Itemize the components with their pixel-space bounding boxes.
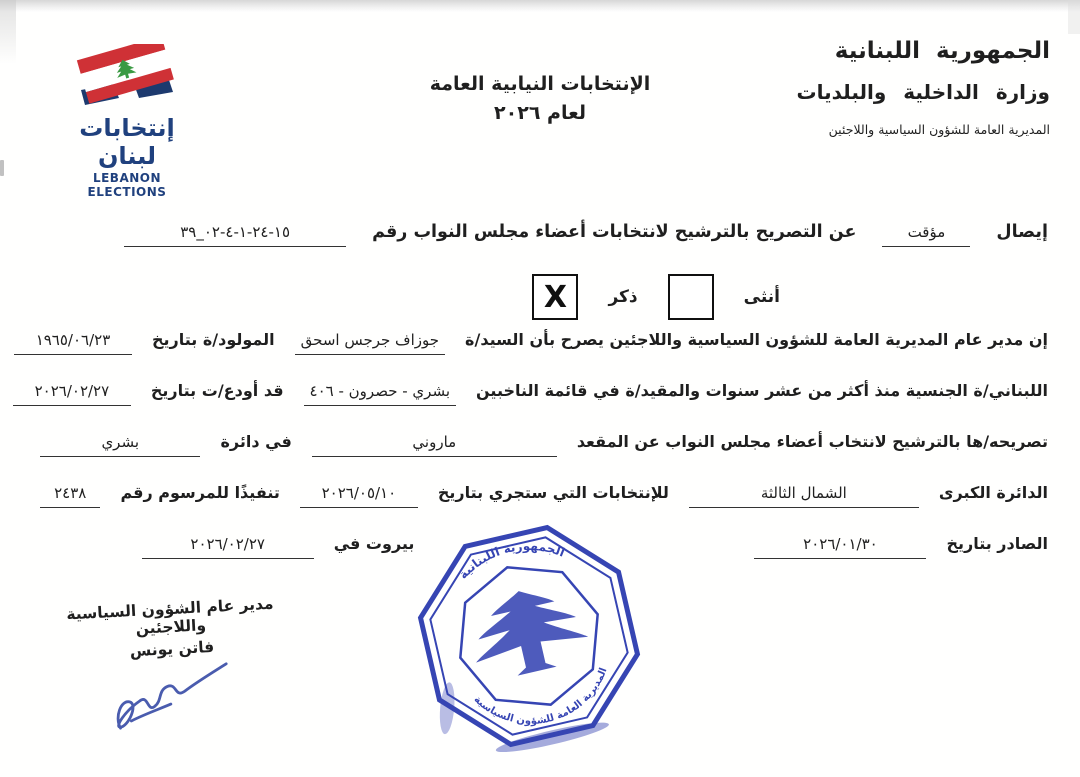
female-label: أنثى <box>743 287 780 307</box>
deposit-date-label: قد أودع/ت بتاريخ <box>150 381 284 400</box>
declaration-intro-label: إن مدير عام المديرية العامة للشؤون السياسية واللاجئين يصرح بأن السيد/ة <box>465 330 1048 349</box>
issued-date-label: الصادر بتاريخ <box>946 534 1048 553</box>
stamp-bottom-text: المديرية العامة للشؤون السياسية <box>471 666 610 727</box>
receipt-label: إيصال <box>996 222 1048 242</box>
stamp-top-text: الجمهورية اللبنانية <box>455 538 567 582</box>
lebanon-elections-logo <box>52 44 202 199</box>
checkbox-x-mark: X <box>543 279 568 315</box>
republic-title: الجمهورية اللبنانية <box>834 38 1050 64</box>
ministry-header <box>797 38 1051 137</box>
official-octagon-stamp-icon <box>398 510 660 762</box>
candidacy-row <box>40 432 1048 457</box>
gender-selection <box>532 274 780 320</box>
scan-corner-artifact <box>1068 0 1080 34</box>
election-date-label: للإنتخابات التي ستجري بتاريخ <box>437 483 669 502</box>
male-checkbox-checked <box>532 274 578 320</box>
major-district-label: الدائرة الكبرى <box>938 483 1048 502</box>
scan-corner-artifact <box>0 0 16 64</box>
district-value: بشري <box>40 433 200 457</box>
nationality-label: اللبناني/ة الجنسية منذ أكثر من عشر سنوات والمقيد/ة في قائمة الناخبين <box>476 381 1048 400</box>
candidate-name-value: جوزاف جرجس اسحق <box>295 331 445 355</box>
female-checkbox <box>668 274 714 320</box>
ballot-box-flag-icon <box>75 44 179 108</box>
male-label: ذكر <box>608 287 638 307</box>
scan-mark-artifact <box>0 160 4 176</box>
voter-registry-value: بشري - حصرون - ٤٠٦ <box>304 382 456 406</box>
nationality-row <box>34 381 1048 406</box>
election-title-line2: لعام ٢٠٢٦ <box>494 102 586 125</box>
major-district-row <box>40 483 1048 508</box>
election-title-line1: الإنتخابات النيابية العامة <box>429 73 651 95</box>
place-date-value: ٢٠٢٦/٠٢/٢٧ <box>142 535 314 559</box>
receipt-type-value: مؤقت <box>882 223 970 247</box>
place-label: بيروت في <box>333 534 415 553</box>
receipt-number-value: ١٥-٢٤-١-٤-٠٢_٣٩ <box>124 223 346 247</box>
election-title <box>400 70 680 129</box>
decree-label: تنفيذًا للمرسوم رقم <box>120 483 280 502</box>
major-district-value: الشمال الثالثة <box>689 484 919 508</box>
birth-date-value: ١٩٦٥/٠٦/٢٣ <box>14 331 132 355</box>
receipt-subject-label: عن التصريح بالترشيح لانتخابات أعضاء مجلس النواب رقم <box>372 222 857 242</box>
signature-block <box>35 593 312 743</box>
directorate-title: المديرية العامة للشؤون السياسية واللاجئين <box>828 122 1050 137</box>
district-label: في دائرة <box>220 432 292 451</box>
election-date-value: ٢٠٢٦/٠٥/١٠ <box>300 484 418 508</box>
birth-date-label: المولود/ة بتاريخ <box>151 330 275 349</box>
decree-number-value: ٢٤٣٨ <box>40 484 100 508</box>
signatory-name: فاتن يونس <box>129 637 215 661</box>
issued-date-value: ٢٠٢٦/٠١/٣٠ <box>754 535 926 559</box>
handwritten-signature-icon <box>88 658 251 736</box>
deposit-date-value: ٢٠٢٦/٠٢/٢٧ <box>13 382 131 406</box>
receipt-line <box>40 222 1048 247</box>
ministry-title: وزارة الداخلية والبلديات <box>796 80 1050 104</box>
scan-edge-artifact <box>0 0 1080 12</box>
candidacy-label: تصريحه/ها بالترشيح لانتخاب أعضاء مجلس النواب عن المقعد <box>576 432 1048 451</box>
signatory-title: مدير عام الشؤون السياسية واللاجئين <box>65 594 274 638</box>
declarant-row <box>35 330 1048 355</box>
logo-arabic-text: إنتخابات لبنان <box>79 114 175 170</box>
logo-english-text: LEBANON ELECTIONS <box>87 171 167 199</box>
seat-value: ماروني <box>312 433 557 457</box>
